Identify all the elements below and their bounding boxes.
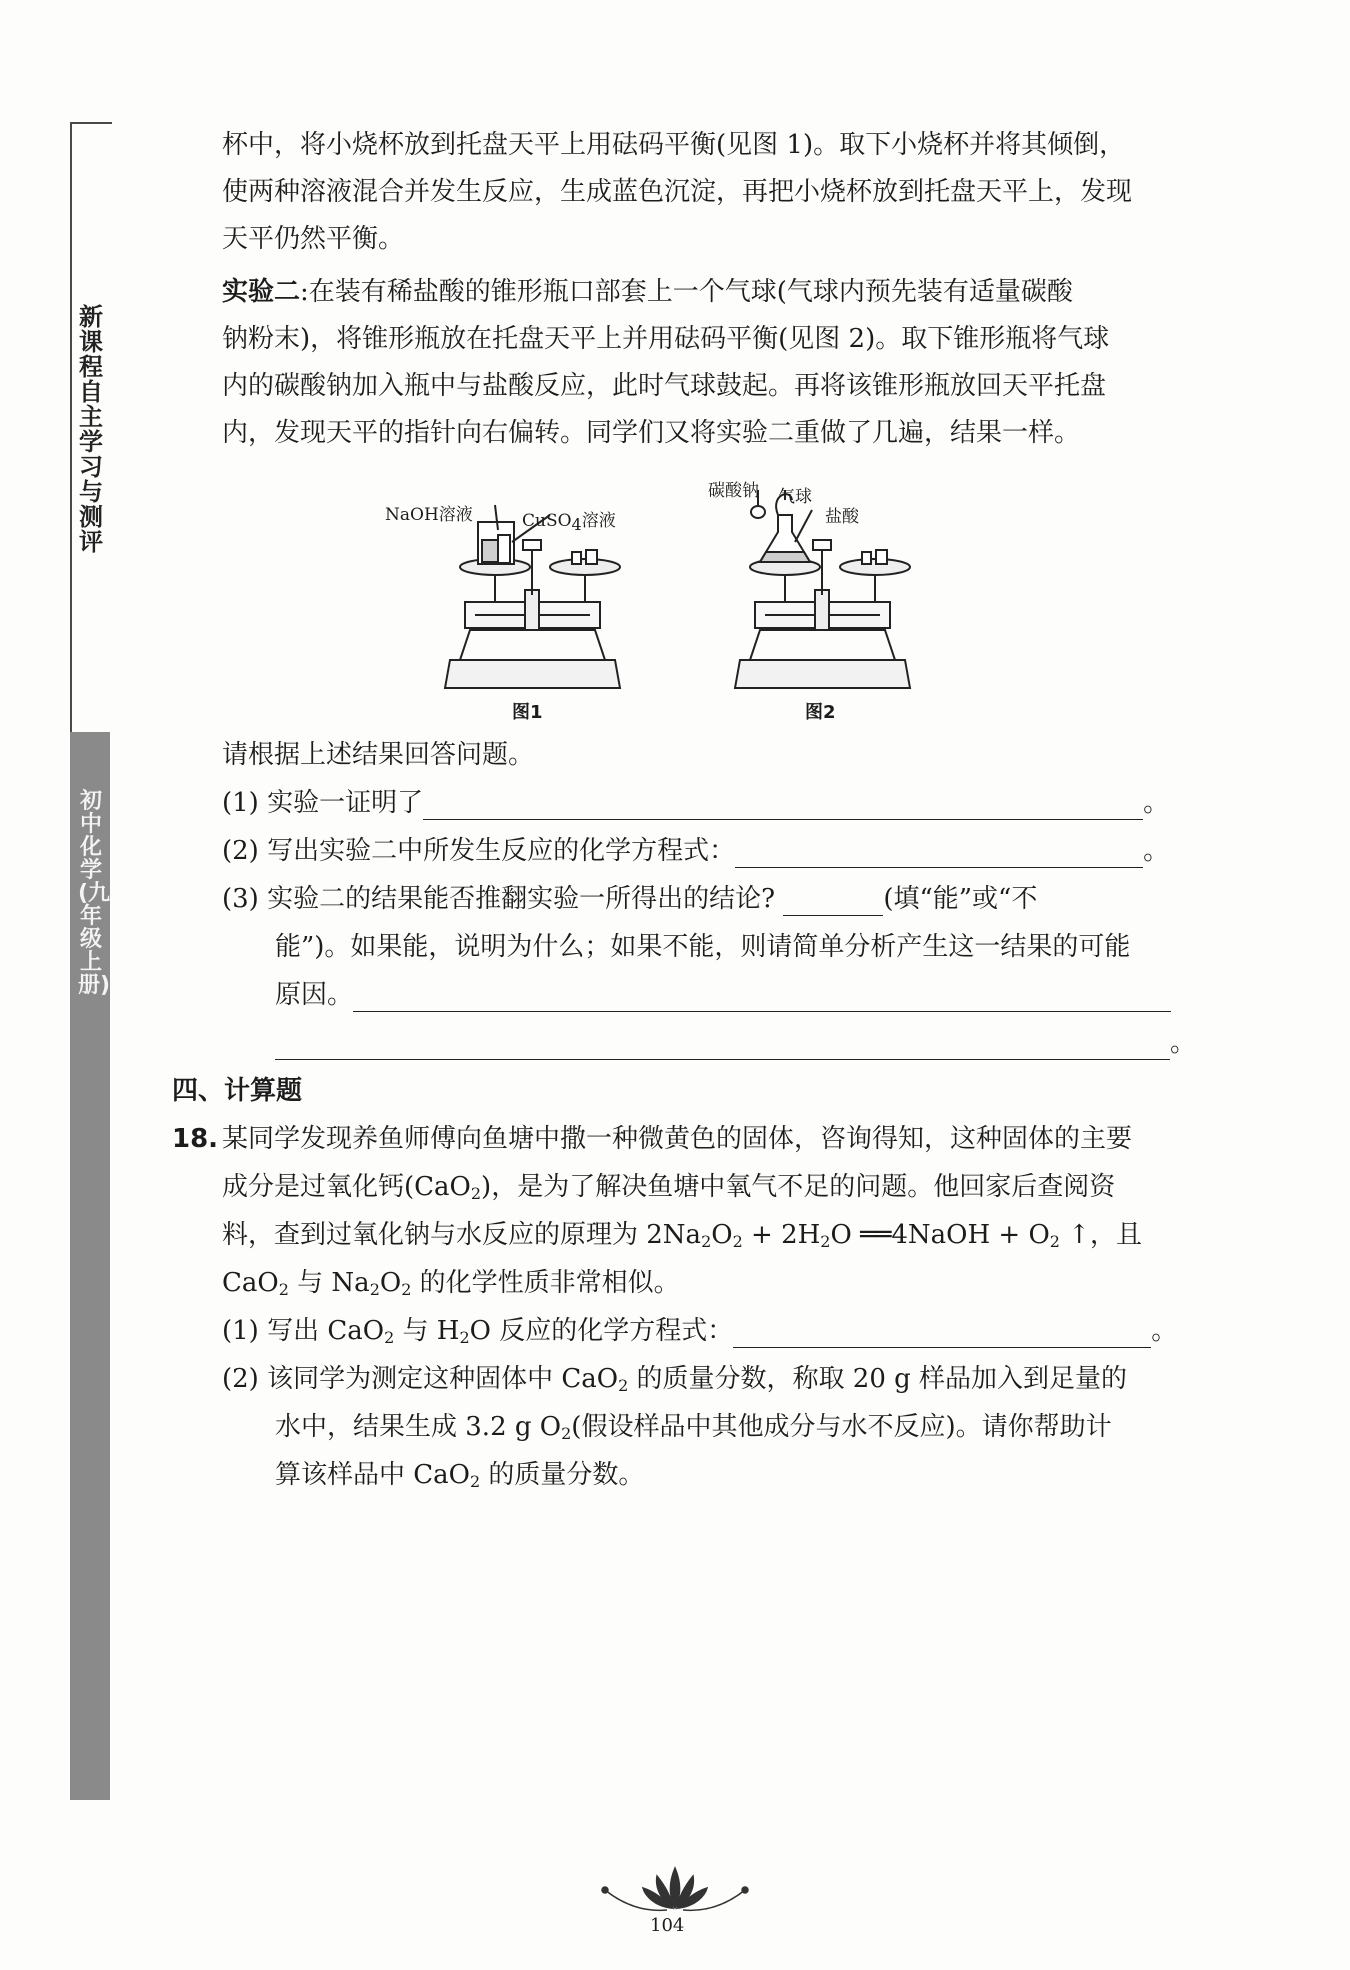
q18-subquestion-2: (2) 该同学为测定这种固体中 CaO$_2$ 的质量分数，称取 20 g 样品加入到足量的 bbox=[222, 1364, 1128, 1395]
body-line-2: 使两种溶液混合并发生反应，生成蓝色沉淀，再把小烧杯放到托盘天平上，发现 bbox=[222, 177, 1133, 207]
label-balloon: 气球 bbox=[778, 487, 812, 507]
balance-illustration bbox=[440, 470, 980, 725]
experiment-2-title: 实验二 bbox=[222, 277, 301, 307]
body-line-1: 杯中，将小烧杯放到托盘天平上用砝码平衡(见图 1)。取下小烧杯并将其倾倒， bbox=[222, 130, 1126, 160]
question-18-number: 18. bbox=[172, 1124, 219, 1154]
q18-line-2: 成分是过氧化钙(CaO$_2$)，是为了解决鱼塘中氧气不足的问题。他回家后查阅资 bbox=[222, 1172, 1116, 1203]
question-3-line-2: 能”)。如果能，说明为什么；如果不能，则请简单分析产生这一结果的可能 bbox=[275, 932, 1131, 962]
questions-intro: 请根据上述结果回答问题。 bbox=[222, 740, 535, 770]
body-line-7: 内，发现天平的指针向右偏转。同学们又将实验二重做了几遍，结果一样。 bbox=[222, 418, 1081, 448]
question-3: (3) 实验二的结果能否推翻实验一所得出的结论? (填“能”或“不 bbox=[222, 884, 1038, 914]
figure-2-caption: 图2 bbox=[805, 702, 836, 723]
answer-blank-3a[interactable] bbox=[783, 889, 883, 916]
answer-blank-18-1[interactable] bbox=[733, 1321, 1151, 1348]
answer-blank-2[interactable] bbox=[735, 841, 1143, 868]
q18-line-1: 某同学发现养鱼师傅向鱼塘中撒一种微黄色的固体，咨询得知，这种固体的主要 bbox=[222, 1124, 1133, 1154]
section-4-title: 四、计算题 bbox=[172, 1076, 303, 1106]
body-line-6: 内的碳酸钠加入瓶中与盐酸反应，此时气球鼓起。再将该锥形瓶放回天平托盘 bbox=[222, 371, 1107, 401]
question-3-line-3: 原因。 bbox=[275, 978, 1171, 1012]
q18-subquestion-2-line-2: 水中，结果生成 3.2 g $O_2$(假设样品中其他成分与水不反应)。请你帮助计 bbox=[275, 1412, 1112, 1443]
question-3-line-4: 。 bbox=[275, 1026, 1196, 1060]
body-line-4: :在装有稀盐酸的锥形瓶口部套上一个气球(气球内预先装有适量碳酸 bbox=[300, 277, 1073, 307]
label-hydrochloric-acid: 盐酸 bbox=[825, 507, 859, 527]
answer-blank-3c[interactable] bbox=[275, 1033, 1170, 1060]
label-naoh-solution: NaOH溶液 bbox=[385, 505, 473, 525]
q18-subquestion-1: (1) 写出 CaO$_2$ 与 $H_2O$ 反应的化学方程式： 。 bbox=[222, 1316, 1178, 1347]
page-number: 104 bbox=[650, 1915, 685, 1936]
question-2: (2) 写出实验二中所发生反应的化学方程式： 。 bbox=[222, 836, 1170, 866]
label-cuso4-solution: CuSO$_4$溶液 bbox=[522, 511, 616, 534]
q18-subquestion-2-line-3: 算该样品中 CaO$_2$ 的质量分数。 bbox=[275, 1460, 645, 1491]
body-line-3: 天平仍然平衡。 bbox=[222, 224, 405, 254]
q18-line-3: 料，查到过氧化钠与水反应的原理为 $2Na_2O_2 + 2H_2O$ ══4NaOH + $O_2$ ↑，且 bbox=[222, 1220, 1143, 1251]
label-sodium-carbonate: 碳酸钠 bbox=[708, 481, 759, 501]
q18-line-4: CaO$_2$ 与 $Na_2O_2$ 的化学性质非常相似。 bbox=[222, 1268, 680, 1299]
figure-1-caption: 图1 bbox=[512, 702, 543, 723]
question-1: (1) 实验一证明了 。 bbox=[222, 788, 1170, 818]
balance-figure bbox=[385, 470, 980, 725]
footer-ornament-icon bbox=[595, 1860, 755, 1915]
sidebar-series-title: 新课程自主学习与测评 bbox=[79, 303, 103, 556]
experiment-2-paragraph bbox=[222, 275, 1073, 309]
body-line-5: 钠粉末)，将锥形瓶放在托盘天平上并用砝码平衡(见图 2)。取下锥形瓶将气球 bbox=[222, 324, 1110, 354]
sidebar-book-title: 初中化学(九年级上册) bbox=[78, 789, 111, 998]
answer-blank-1[interactable] bbox=[423, 793, 1143, 820]
answer-blank-3b[interactable] bbox=[353, 985, 1171, 1012]
